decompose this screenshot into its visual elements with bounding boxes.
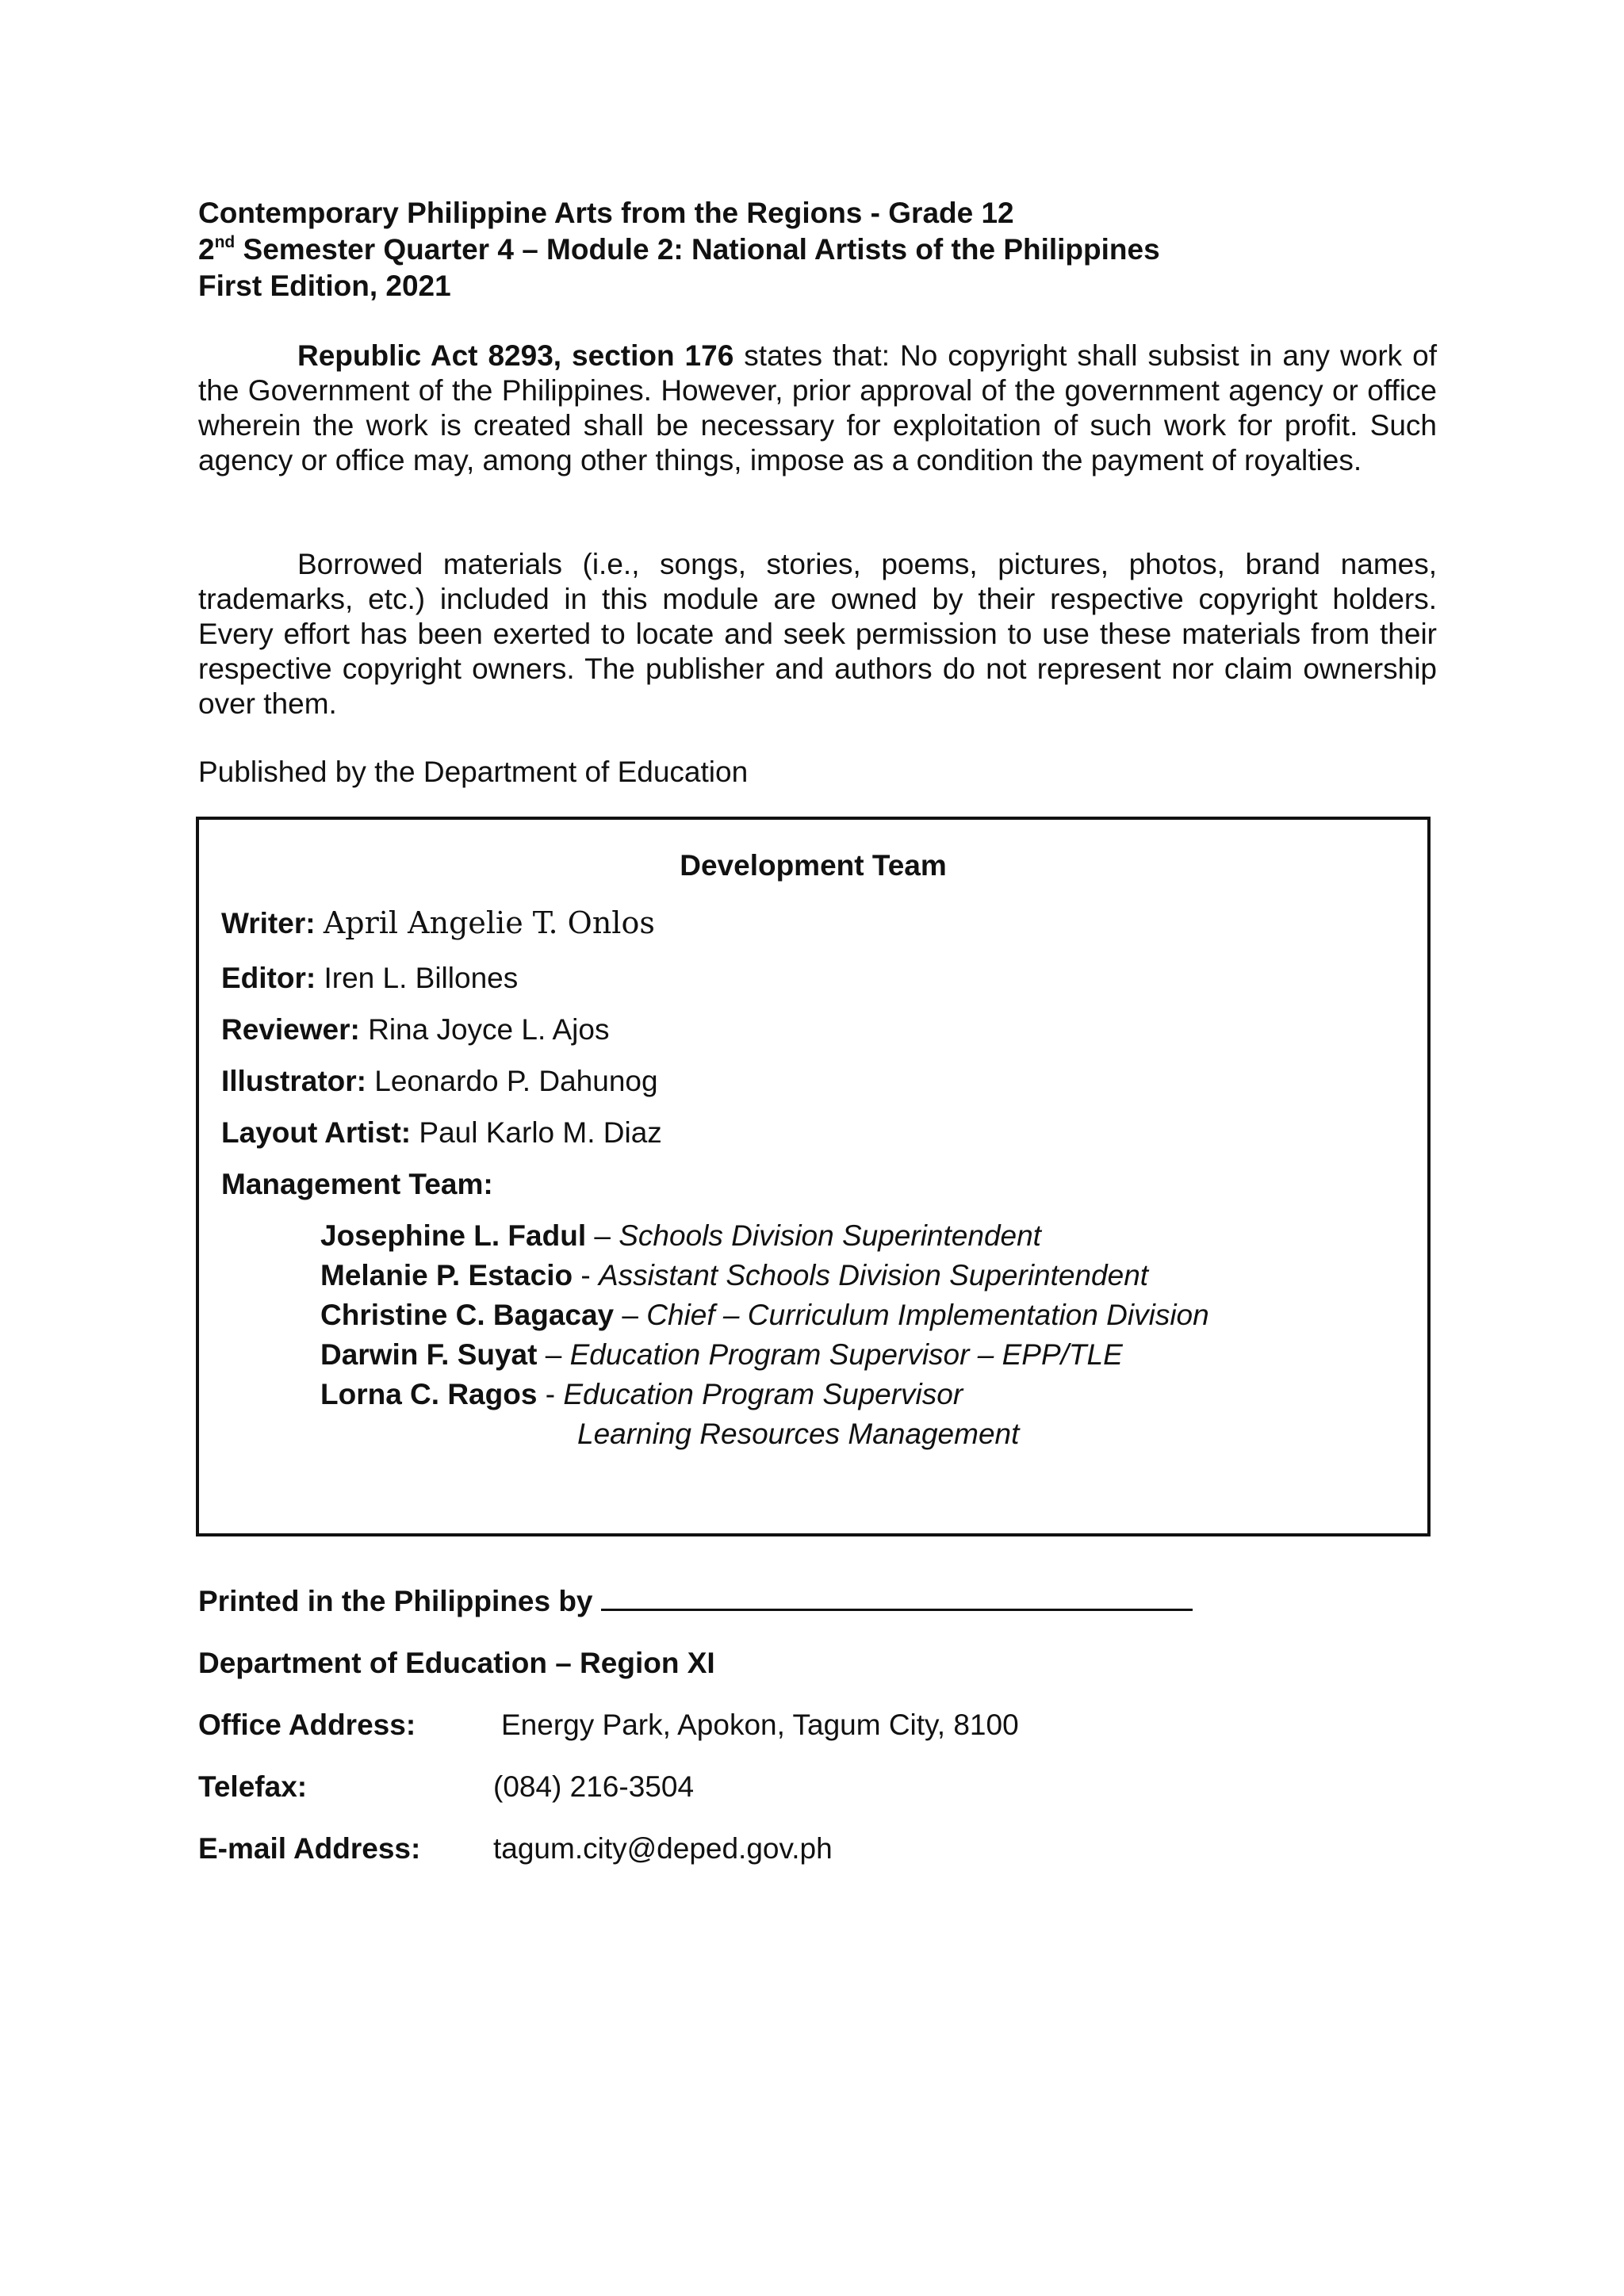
member-role-continuation: Learning Resources Management (577, 1418, 1020, 1450)
semester-number: 2 (198, 233, 215, 266)
printer-blank-line (601, 1585, 1193, 1611)
member-name: Christine C. Bagacay (320, 1299, 615, 1331)
management-team-label: Management Team: (221, 1168, 493, 1200)
management-member (320, 1216, 1209, 1256)
semester-ordinal-suffix: nd (214, 232, 236, 251)
borrowed-materials-notice (198, 547, 1437, 721)
telefax-label: Telefax: (198, 1770, 308, 1803)
reviewer-label: Reviewer: (221, 1013, 360, 1046)
borrowed-materials-text: Borrowed materials (i.e., songs, stories, poems, pictures, photos, brand names, trademarks, etc.) included in this module are owned by their respective copyright holders. Every effort has been exerted to locate and seek permission to use these materials from their respective copyright owners. The publisher and authors do not represent nor claim ownership over them. (198, 548, 1437, 720)
development-team-title: Development Team (680, 849, 947, 882)
management-member (320, 1375, 1209, 1414)
office-address-row (198, 1708, 1019, 1743)
reviewer-name: Rina Joyce L. Ajos (368, 1013, 610, 1046)
member-separator: – (614, 1299, 647, 1331)
member-name: Josephine L. Fadul (320, 1219, 587, 1252)
telefax-row (198, 1770, 694, 1804)
email-label: E-mail Address: (198, 1832, 421, 1865)
member-role: Chief – Curriculum Implementation Division (646, 1299, 1209, 1331)
management-team-heading (221, 1167, 493, 1202)
management-member (320, 1335, 1209, 1375)
member-separator: - (573, 1259, 599, 1292)
writer-label: Writer: (221, 907, 316, 939)
printed-by-line (198, 1584, 1193, 1619)
member-role: Schools Division Superintendent (619, 1219, 1041, 1252)
management-member (320, 1295, 1209, 1335)
office-address-value: Energy Park, Apokon, Tagum City, 8100 (501, 1709, 1019, 1741)
layout-artist-credit (221, 1115, 662, 1150)
region-office-name: Department of Education – Region XI (198, 1647, 715, 1679)
email-row (198, 1831, 833, 1866)
telefax-value: (084) 216-3504 (493, 1770, 695, 1803)
writer-credit (221, 905, 655, 941)
email-value: tagum.city@deped.gov.ph (493, 1832, 833, 1865)
member-name: Lorna C. Ragos (320, 1378, 538, 1410)
illustrator-credit (221, 1064, 658, 1099)
management-member (320, 1256, 1209, 1295)
illustrator-label: Illustrator: (221, 1065, 366, 1097)
editor-credit (221, 961, 518, 996)
editor-label: Editor: (221, 962, 316, 994)
member-role: Education Program Supervisor – EPP/TLE (569, 1338, 1123, 1371)
member-name: Melanie P. Estacio (320, 1259, 573, 1292)
member-role: Assistant Schools Division Superintendent (598, 1259, 1149, 1292)
semester-module-text: Semester Quarter 4 – Module 2: National Artists of the Philippines (235, 233, 1160, 266)
member-separator: - (537, 1378, 564, 1410)
writer-name: April Angelie T. Onlos (323, 905, 655, 940)
development-team-box (196, 817, 1431, 1536)
layout-artist-label: Layout Artist: (221, 1116, 412, 1149)
edition-line: First Edition, 2021 (198, 270, 451, 302)
publisher-line: Published by the Department of Education (198, 756, 749, 788)
member-role: Education Program Supervisor (563, 1378, 963, 1410)
office-address-label: Office Address: (198, 1709, 416, 1741)
reviewer-credit (221, 1012, 609, 1047)
printed-by-label: Printed in the Philippines by (198, 1585, 593, 1617)
member-separator: – (537, 1338, 570, 1371)
module-title: Contemporary Philippine Arts from the Regions - Grade 12 (198, 197, 1014, 229)
layout-artist-name: Paul Karlo M. Diaz (419, 1116, 662, 1149)
illustrator-name: Leonardo P. Dahunog (374, 1065, 658, 1097)
copyright-notice (198, 339, 1437, 478)
member-separator: – (586, 1219, 619, 1252)
editor-name: Iren L. Billones (324, 962, 519, 994)
copyright-law-reference: Republic Act 8293, section 176 (297, 339, 734, 372)
module-header (198, 195, 1435, 304)
management-team-list (320, 1216, 1209, 1454)
copyright-notice-text: states that: No copyright shall subsist in any work of the Government of the Philippines. However, prior approval of the government agency or office wherein the work is created shall be necessary for exploitation of such work for profit. Such agency or office may, among other things, impose as a condition the payment of royalties. (198, 339, 1437, 476)
member-name: Darwin F. Suyat (320, 1338, 538, 1371)
module-subtitle (198, 232, 1435, 268)
